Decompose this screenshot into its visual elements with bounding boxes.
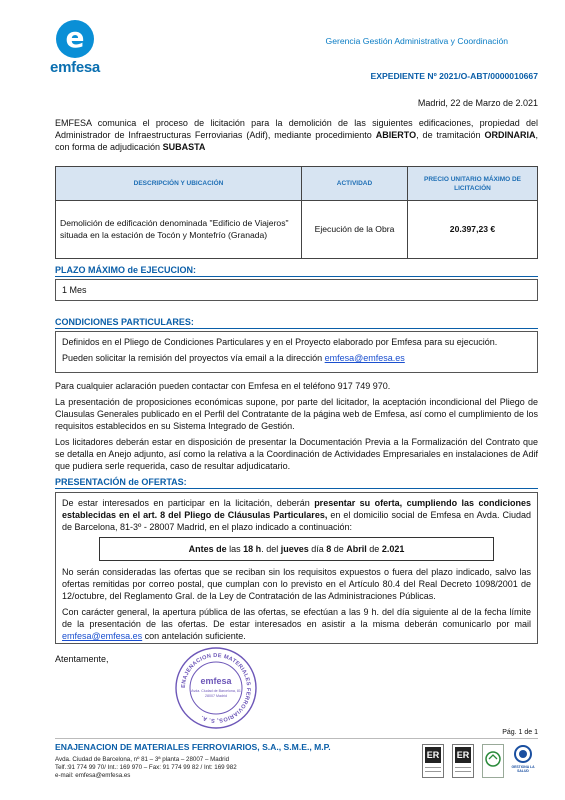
health-cert-label: GESTIONA LA SALUD	[511, 765, 535, 773]
condiciones-box	[55, 331, 538, 373]
footer-phones: Telf.:91 774 99 70/ Int.: 169 970 – Fax: 91 774 99 82 / Int: 169 982	[55, 764, 237, 771]
department-name: Gerencia Gestión Administrativa y Coordinación	[325, 36, 508, 46]
certification-badge-2: ER	[452, 744, 474, 778]
documentation-paragraph: Los licitadores deberán estar en disposición de presentar la Documentación Previa a la Formalización del Contrato que se detalla en Anejo adjunto, así como la relativa a la Coordinación de Actividades Empresariales en instalaciones de Adif que pudiera serle requerida, caso de resultar adjudicatario.	[55, 437, 538, 471]
condiciones-text-2: Pueden solicitar la remisión del proyectos vía email a la dirección emfesa@emfesa.es	[62, 353, 405, 363]
intro-paragraph: EMFESA comunica el proceso de licitación para la demolición de las siguientes edificaciones, propiedad del Administrador de Infraestructuras Ferroviarias (Adif), mediante procedimiento ABIERTO, de tramitación ORDINARIA, con forma de adjudicación SUBASTA	[55, 118, 538, 152]
recycle-icon	[483, 749, 503, 769]
page-number: Pág. 1 de 1	[502, 729, 538, 736]
certification-badge-3	[482, 744, 504, 778]
footer-company: ENAJENACION DE MATERIALES FERROVIARIOS, S.A., S.M.E., M.P.	[55, 742, 331, 752]
table-row	[56, 201, 538, 259]
plazo-box	[55, 279, 538, 301]
header-description: DESCRIPCIÓN Y UBICACIÓN	[56, 167, 302, 201]
condiciones-title: CONDICIONES PARTICULARES:	[55, 317, 194, 327]
emfesa-logo	[50, 20, 100, 76]
svg-text:ENAJENACION DE MATERIALES FERR	[181, 653, 251, 723]
footer-email: e-mail: emfesa@emfesa.es	[55, 772, 131, 779]
tender-table	[55, 166, 538, 259]
expediente-number: EXPEDIENTE Nº 2021/O-ABT/0000010667	[370, 71, 538, 81]
ofertas-text-2: No serán consideradas las ofertas que se reciban sin los requisitos expuestos o fuera del plazo indicado, salvo las ofertas remitidas por correo postal, que cumplan con lo previsto en el Artículo 80.4 del Real Decreto 1098/2001 de 12/octubre, del Reglamento Gral. de la Ley de Contratación de las Administraciones Públicas.	[62, 567, 531, 601]
cell-price: 20.397,23 €	[408, 201, 538, 259]
seal-line-1: Avda. Ciudad de Barcelona, 81	[191, 689, 241, 693]
cell-description: Demolición de edificación denominada "Edificio de Viajeros" situada en la estación de Tocón y Montefrío (Granada)	[56, 201, 302, 259]
ofertas-rule	[55, 488, 538, 489]
seal-center-text: emfesa	[200, 676, 232, 686]
seal-ring-text: ENAJENACION DE MATERIALES FERROVIARIOS, S. A.	[180, 652, 252, 724]
ofertas-text-1: De estar interesados en participar en la licitación, deberán presentar su oferta, cumpliendo las condiciones establecidas en el art. 8 del Pliego de Cláusulas Particulares, en el domicilio social de Emfesa en Avda. Ciudad de Barcelona, 81-3º - 28007 Madrid, en el plazo indicado a continuación:	[62, 498, 531, 532]
health-cert-icon	[509, 744, 537, 764]
footer-address: Avda. Ciudad de Barcelona, nº 81 – 3ª planta – 28007 – Madrid	[55, 756, 230, 763]
condiciones-text-1: Definidos en el Pliego de Condiciones Particulares y en el Proyecto elaborado por Emfesa para su ejecución.	[62, 337, 498, 347]
plazo-title: PLAZO MÁXIMO de EJECUCION:	[55, 265, 197, 275]
header-activity: ACTIVIDAD	[302, 167, 408, 201]
presentation-paragraph: La presentación de proposiciones económicas supone, por parte del licitador, la aceptación incondicional del Pliego de Clausulas Generales publicado en el Perfil del Contratante de la página web de Emfesa, así como el cumplimiento de los requisitos establecidos en su Sistema Integrado de Gestión.	[55, 397, 538, 431]
ofertas-title: PRESENTACIÓN de OFERTAS:	[55, 477, 187, 487]
document-date: Madrid, 22 de Marzo de 2.021	[417, 98, 538, 108]
deadline-box: Antes de las 18 h. del jueves día 8 de Abril de 2.021	[99, 537, 494, 561]
ofertas-text-3: Con carácter general, la apertura pública de las ofertas, se efectúan a las 9 h. del día siguiente al de la fecha límite de la presentación de las ofertas. De estar interesados en asistir a la misma deberán comunicarlo por mail emfesa@emfesa.es con antelación suficiente.	[62, 607, 531, 641]
condiciones-rule	[55, 328, 538, 329]
contact-paragraph: Para cualquier aclaración pueden contactar con Emfesa en el teléfono 917 749 970.	[55, 381, 391, 391]
certification-badge-1: ER	[422, 744, 444, 778]
certification-badge-4	[509, 744, 537, 778]
ofertas-box	[55, 492, 538, 644]
footer-rule	[55, 738, 538, 739]
company-seal	[174, 646, 258, 730]
seal-line-2: 28007 Madrid	[205, 694, 227, 698]
table-header-row	[56, 167, 538, 201]
header-price: PRECIO UNITARIO MÁXIMO DE LICITACIÓN	[408, 167, 538, 201]
cell-activity: Ejecución de la Obra	[302, 201, 408, 259]
closing-text: Atentamente,	[55, 654, 109, 664]
email-link[interactable]: emfesa@emfesa.es	[324, 353, 405, 363]
plazo-rule	[55, 276, 538, 277]
logo-text: emfesa	[50, 59, 100, 76]
plazo-value: 1 Mes	[62, 285, 87, 295]
logo-circle: e	[56, 20, 94, 58]
email-link[interactable]: emfesa@emfesa.es	[62, 631, 143, 641]
